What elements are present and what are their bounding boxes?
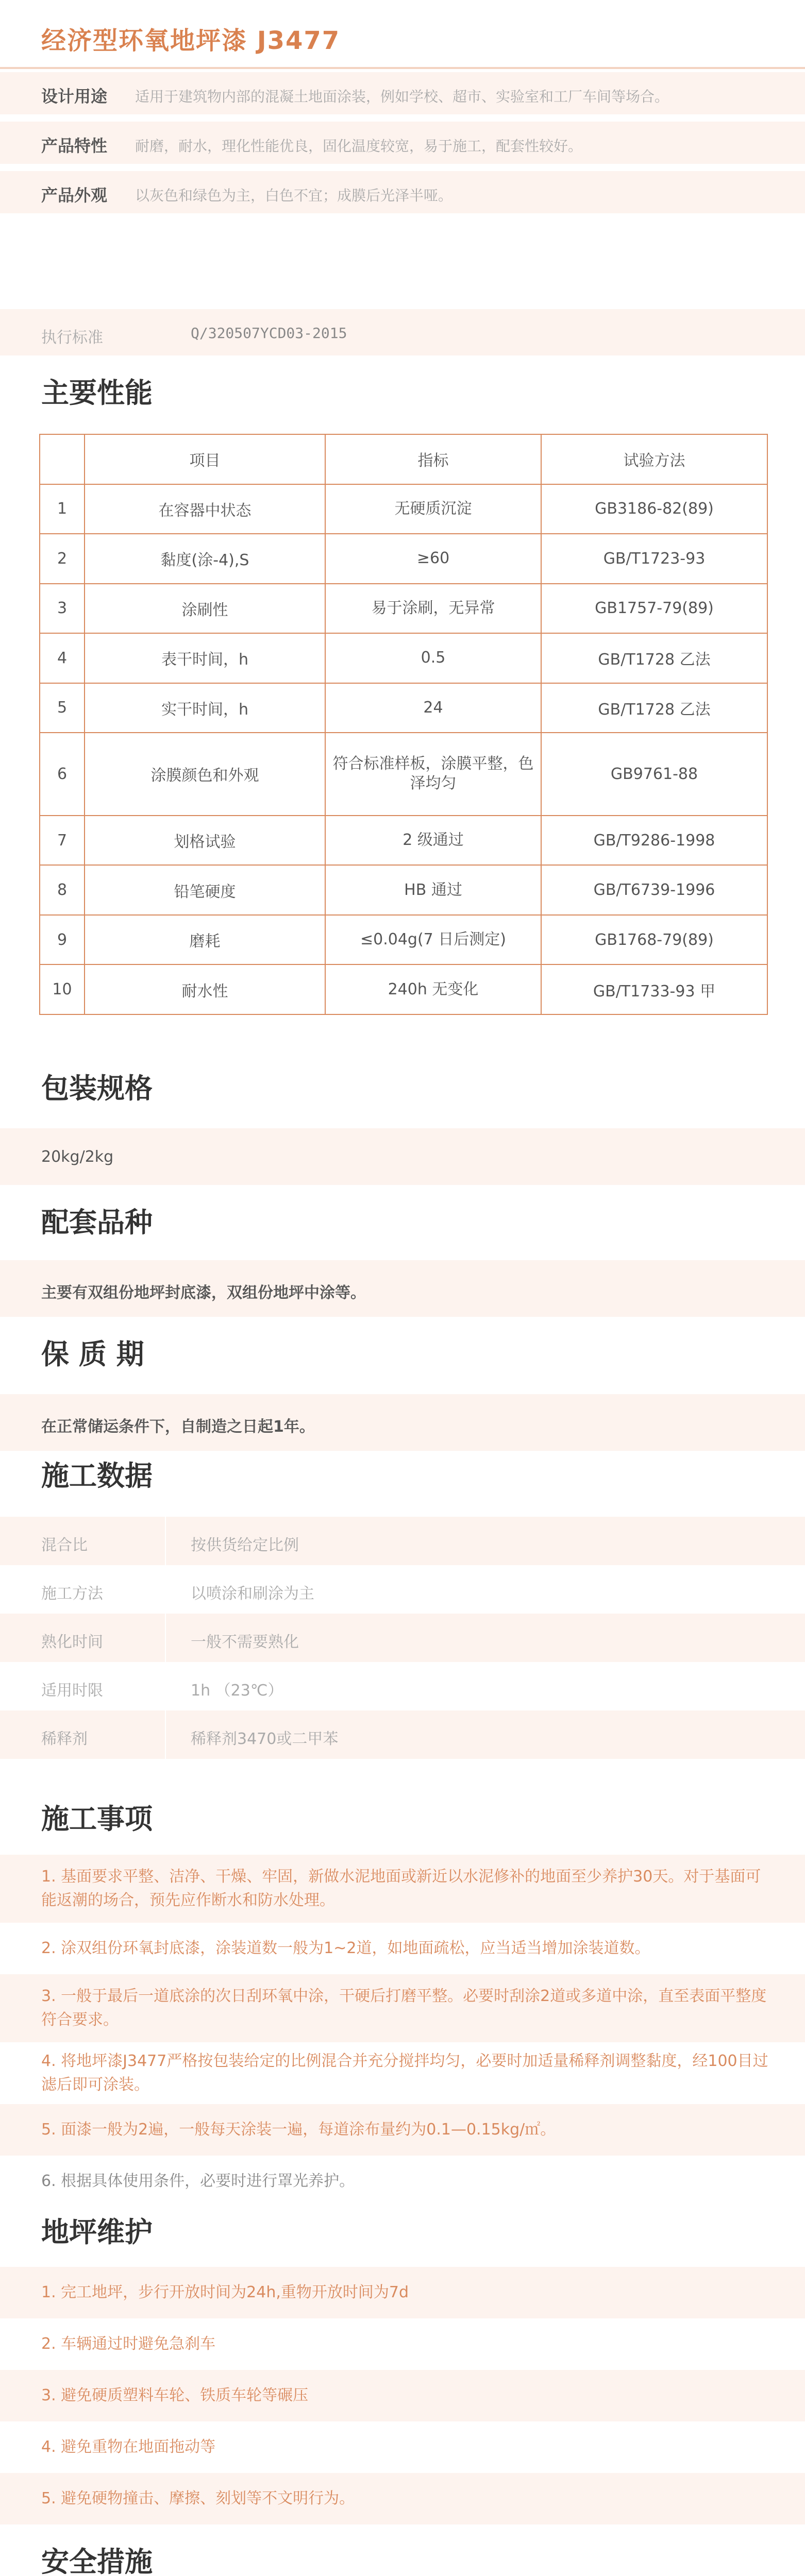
section-heading-packaging: 包装规格 — [41, 1072, 153, 1105]
section-heading-construction-notes: 施工事项 — [41, 1803, 153, 1835]
maintenance-item — [0, 2267, 805, 2318]
table-cell: GB1768-79(89) — [541, 915, 767, 965]
row-divider — [165, 1614, 166, 1662]
table-cell: GB/T1723-93 — [541, 534, 767, 584]
table-cell: GB3186-82(89) — [541, 484, 767, 534]
construction-data-value: 按供货给定比例 — [191, 1536, 299, 1554]
table-cell: 8 — [40, 865, 85, 915]
construction-data-row — [0, 1565, 805, 1614]
table-cell: 9 — [40, 915, 85, 965]
info-row-features — [0, 122, 805, 164]
table-row — [40, 865, 767, 915]
standard-row — [0, 309, 805, 355]
construction-note-item — [0, 1923, 805, 1974]
table-cell: GB/T1733-93 甲 — [541, 964, 767, 1014]
construction-note-item — [0, 1855, 805, 1923]
construction-note-text: 6. 根据具体使用条件，必要时进行罩光养护。 — [41, 2172, 355, 2190]
table-cell: 实干时间，h — [85, 683, 325, 733]
table-cell: GB1757-79(89) — [541, 584, 767, 634]
table-cell: 2 级通过 — [325, 816, 541, 866]
construction-note-text: 3. 一般于最后一道底涂的次日刮环氧中涂，干硬后打磨平整。必要时刮涂2道或多道中涂，直至表面平整度符合要求。 — [41, 1987, 767, 2029]
table-cell: 无硬质沉淀 — [325, 484, 541, 534]
packaging-band — [0, 1128, 805, 1185]
table-cell: 划格试验 — [85, 816, 325, 866]
standard-value: Q/320507YCD03-2015 — [191, 325, 347, 342]
construction-data-value: 1h （23℃） — [191, 1682, 283, 1700]
standard-label: 执行标准 — [41, 329, 103, 347]
table-row — [40, 816, 767, 866]
maintenance-item — [0, 2421, 805, 2473]
table-cell: 符合标准样板，涂膜平整，色泽均匀 — [325, 733, 541, 816]
table-cell: GB/T1728 乙法 — [541, 633, 767, 683]
table-row — [40, 733, 767, 816]
info-label: 产品外观 — [41, 185, 108, 205]
construction-note-text: 4. 将地坪漆J3477严格按包装给定的比例混合并充分搅拌均匀，必要时加适量稀释剂调整黏度，经100目过滤后即可涂装。 — [41, 2052, 768, 2094]
construction-data-row — [0, 1517, 805, 1565]
table-cell: 涂膜颜色和外观 — [85, 733, 325, 816]
section-heading-performance: 主要性能 — [41, 377, 153, 409]
packaging-value: 20kg/2kg — [41, 1148, 114, 1166]
construction-data-label: 施工方法 — [41, 1585, 103, 1603]
title-divider — [0, 67, 805, 69]
table-cell: 1 — [40, 484, 85, 534]
table-cell: ≥60 — [325, 534, 541, 584]
table-cell: 5 — [40, 683, 85, 733]
info-row-usage — [0, 72, 805, 114]
construction-data-row — [0, 1710, 805, 1759]
construction-data-row — [0, 1662, 805, 1710]
table-cell: 耐水性 — [85, 964, 325, 1014]
table-cell: 铅笔硬度 — [85, 865, 325, 915]
table-cell: 4 — [40, 633, 85, 683]
table-cell: 表干时间，h — [85, 633, 325, 683]
table-cell: 7 — [40, 816, 85, 866]
table-header-row — [40, 434, 767, 484]
table-header-cell: 项目 — [85, 434, 325, 484]
construction-data-label: 熟化时间 — [41, 1633, 103, 1651]
row-divider — [165, 1710, 166, 1759]
table-cell: GB9761-88 — [541, 733, 767, 816]
info-label: 设计用途 — [41, 87, 108, 106]
construction-data-value: 一般不需要熟化 — [191, 1633, 299, 1651]
table-cell: 涂刷性 — [85, 584, 325, 634]
construction-note-item — [0, 2104, 805, 2156]
info-value: 耐磨，耐水，理化性能优良，固化温度较宽，易于施工，配套性较好。 — [135, 138, 583, 155]
maintenance-item — [0, 2318, 805, 2370]
section-heading-matching: 配套品种 — [41, 1206, 153, 1239]
construction-data-row — [0, 1614, 805, 1662]
section-heading-construction-data: 施工数据 — [41, 1460, 153, 1492]
table-cell: 6 — [40, 733, 85, 816]
table-cell: HB 通过 — [325, 865, 541, 915]
construction-data-label: 稀释剂 — [41, 1730, 88, 1748]
table-cell: GB/T9286-1998 — [541, 816, 767, 866]
maintenance-text: 1. 完工地坪，步行开放时间为24h,重物开放时间为7d — [41, 2283, 409, 2301]
table-cell: GB/T1728 乙法 — [541, 683, 767, 733]
table-header-cell — [40, 434, 85, 484]
table-header-cell: 指标 — [325, 434, 541, 484]
info-value: 以灰色和绿色为主，白色不宜；成膜后光泽半哑。 — [135, 187, 453, 204]
product-title: 经济型环氧地坪漆 J3477 — [41, 26, 341, 55]
construction-data-label: 混合比 — [41, 1536, 88, 1554]
shelf-life-band — [0, 1394, 805, 1451]
construction-note-item — [0, 2156, 805, 2207]
construction-data-label: 适用时限 — [41, 1682, 103, 1700]
matching-value: 主要有双组份地坪封底漆，双组份地坪中涂等。 — [41, 1284, 366, 1302]
maintenance-text: 2. 车辆通过时避免急刹车 — [41, 2335, 216, 2353]
table-cell: 易于涂刷，无异常 — [325, 584, 541, 634]
maintenance-text: 5. 避免硬物撞击、摩擦、刻划等不文明行为。 — [41, 2489, 355, 2507]
performance-table — [39, 434, 768, 1015]
construction-data-value: 以喷涂和刷涂为主 — [191, 1585, 314, 1603]
maintenance-text: 4. 避免重物在地面拖动等 — [41, 2438, 216, 2456]
table-cell: 磨耗 — [85, 915, 325, 965]
table-cell: 240h 无变化 — [325, 964, 541, 1014]
table-row — [40, 584, 767, 634]
construction-note-text: 5. 面漆一般为2遍，一般每天涂装一遍，每道涂布量约为0.1—0.15kg/㎡。 — [41, 2121, 556, 2139]
table-cell: 2 — [40, 534, 85, 584]
table-header-cell: 试验方法 — [541, 434, 767, 484]
section-heading-floor-maintenance: 地坪维护 — [41, 2216, 153, 2248]
construction-note-text: 1. 基面要求平整、洁净、干燥、牢固，新做水泥地面或新近以水泥修补的地面至少养护30天。对于基面可能返潮的场合，预先应作断水和防水处理。 — [41, 1868, 761, 1909]
table-cell: GB/T6739-1996 — [541, 865, 767, 915]
shelf-life-value: 在正常储运条件下，自制造之日起1年。 — [41, 1418, 315, 1436]
table-row — [40, 915, 767, 965]
table-cell: 0.5 — [325, 633, 541, 683]
construction-note-item — [0, 2042, 805, 2104]
section-heading-safety: 安全措施 — [41, 2546, 153, 2576]
table-cell: 在容器中状态 — [85, 484, 325, 534]
table-cell: 3 — [40, 584, 85, 634]
table-row — [40, 633, 767, 683]
table-cell: 黏度(涂-4),S — [85, 534, 325, 584]
maintenance-item — [0, 2473, 805, 2524]
info-label: 产品特性 — [41, 136, 108, 156]
construction-data-value: 稀释剂3470或二甲苯 — [191, 1730, 339, 1748]
section-heading-shelf-life: 保 质 期 — [41, 1338, 144, 1370]
maintenance-item — [0, 2370, 805, 2421]
table-row — [40, 964, 767, 1014]
matching-band — [0, 1260, 805, 1317]
row-divider — [165, 1517, 166, 1565]
maintenance-text: 3. 避免硬质塑料车轮、铁质车轮等碾压 — [41, 2386, 309, 2404]
info-value: 适用于建筑物内部的混凝土地面涂装，例如学校、超市、实验室和工厂车间等场合。 — [135, 88, 669, 105]
table-row — [40, 484, 767, 534]
table-cell: ≤0.04g(7 日后测定) — [325, 915, 541, 965]
table-cell: 10 — [40, 964, 85, 1014]
construction-note-text: 2. 涂双组份环氧封底漆，涂装道数一般为1~2道，如地面疏松，应当适当增加涂装道数。 — [41, 1939, 650, 1957]
table-cell: 24 — [325, 683, 541, 733]
table-row — [40, 683, 767, 733]
info-row-appearance — [0, 171, 805, 213]
construction-note-item — [0, 1974, 805, 2042]
table-row — [40, 534, 767, 584]
